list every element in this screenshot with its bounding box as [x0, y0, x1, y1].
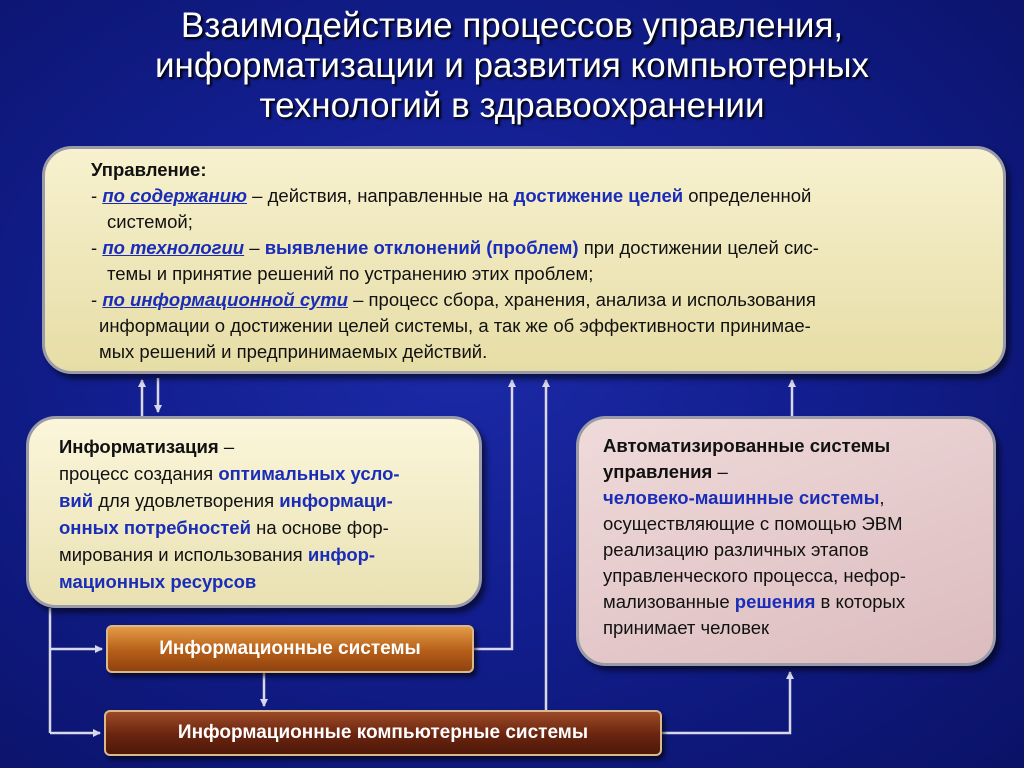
highlight: инфор-	[307, 544, 376, 565]
asu-heading-2: управления	[603, 461, 713, 482]
management-item-technology-cont: темы и принятие решений по устранению этих проблем;	[107, 263, 594, 284]
management-item-content-cont: системой;	[107, 211, 193, 232]
term-content: по содержанию	[102, 185, 248, 206]
text: – процесс сбора, хранения, анализа и использования	[347, 289, 816, 310]
term-info: по информационной сути	[102, 289, 348, 310]
management-item-technology	[91, 235, 993, 261]
dash: –	[712, 461, 728, 482]
highlight: информаци-	[279, 490, 393, 511]
highlight: выявление отклонений (проблем)	[264, 237, 579, 258]
text: – действия, направленные на	[247, 185, 514, 206]
term-technology: по технологии	[102, 237, 245, 258]
text: мирования и использования	[59, 544, 308, 565]
highlight: мационных ресурсов	[59, 571, 257, 592]
text: в которых	[815, 591, 906, 612]
info-computer-systems-box: Информационные компьютерные системы	[104, 710, 662, 756]
text: ,	[879, 487, 885, 508]
info-systems-box: Информационные системы	[106, 625, 474, 673]
highlight: решения	[734, 591, 816, 612]
text: при достижении целей сис-	[578, 237, 819, 258]
text: –	[244, 237, 265, 258]
asu-box	[576, 416, 996, 666]
text: процесс создания	[59, 463, 219, 484]
asu-heading-1: Автоматизированные системы	[603, 435, 891, 456]
title-line-1: Взаимодействие процессов управления,	[180, 6, 844, 45]
asu-line-6: управленческого процесса, нефор-	[603, 565, 906, 586]
management-heading: Управление:	[91, 159, 207, 180]
dash: -	[91, 185, 103, 206]
asu-line-8: принимает человек	[603, 617, 770, 638]
asu-line-5: реализацию различных этапов	[603, 539, 869, 560]
title-line-2: информатизации и развития компьютерных	[154, 46, 870, 85]
management-item-info	[91, 287, 993, 313]
management-item-info-cont-1: информации о достижении целей системы, а так же об эффективности принимае-	[99, 315, 811, 336]
highlight: вий	[59, 490, 94, 511]
highlight: оптимальных усло-	[218, 463, 400, 484]
dash: –	[218, 436, 235, 457]
arrow-info-computer-systems-to-asu	[662, 672, 790, 733]
text: мализованные	[603, 591, 735, 612]
informatization-box	[26, 416, 482, 608]
asu-line-4: осуществляющие с помощью ЭВМ	[603, 513, 903, 534]
informatization-heading: Информатизация	[59, 436, 219, 457]
dash: -	[91, 237, 103, 258]
text: для удовлетворения	[93, 490, 280, 511]
title-line-3: технологий в здравоохранении	[259, 86, 765, 125]
management-box	[42, 146, 1006, 374]
dash: -	[91, 289, 103, 310]
management-item-info-cont-2: мых решений и предпринимаемых действий.	[99, 341, 488, 362]
text: определенной	[683, 185, 812, 206]
highlight: достижение целей	[513, 185, 684, 206]
management-item-content	[91, 183, 993, 209]
text: на основе фор-	[250, 517, 389, 538]
highlight: человеко-машинные системы	[603, 487, 880, 508]
highlight: онных потребностей	[59, 517, 251, 538]
